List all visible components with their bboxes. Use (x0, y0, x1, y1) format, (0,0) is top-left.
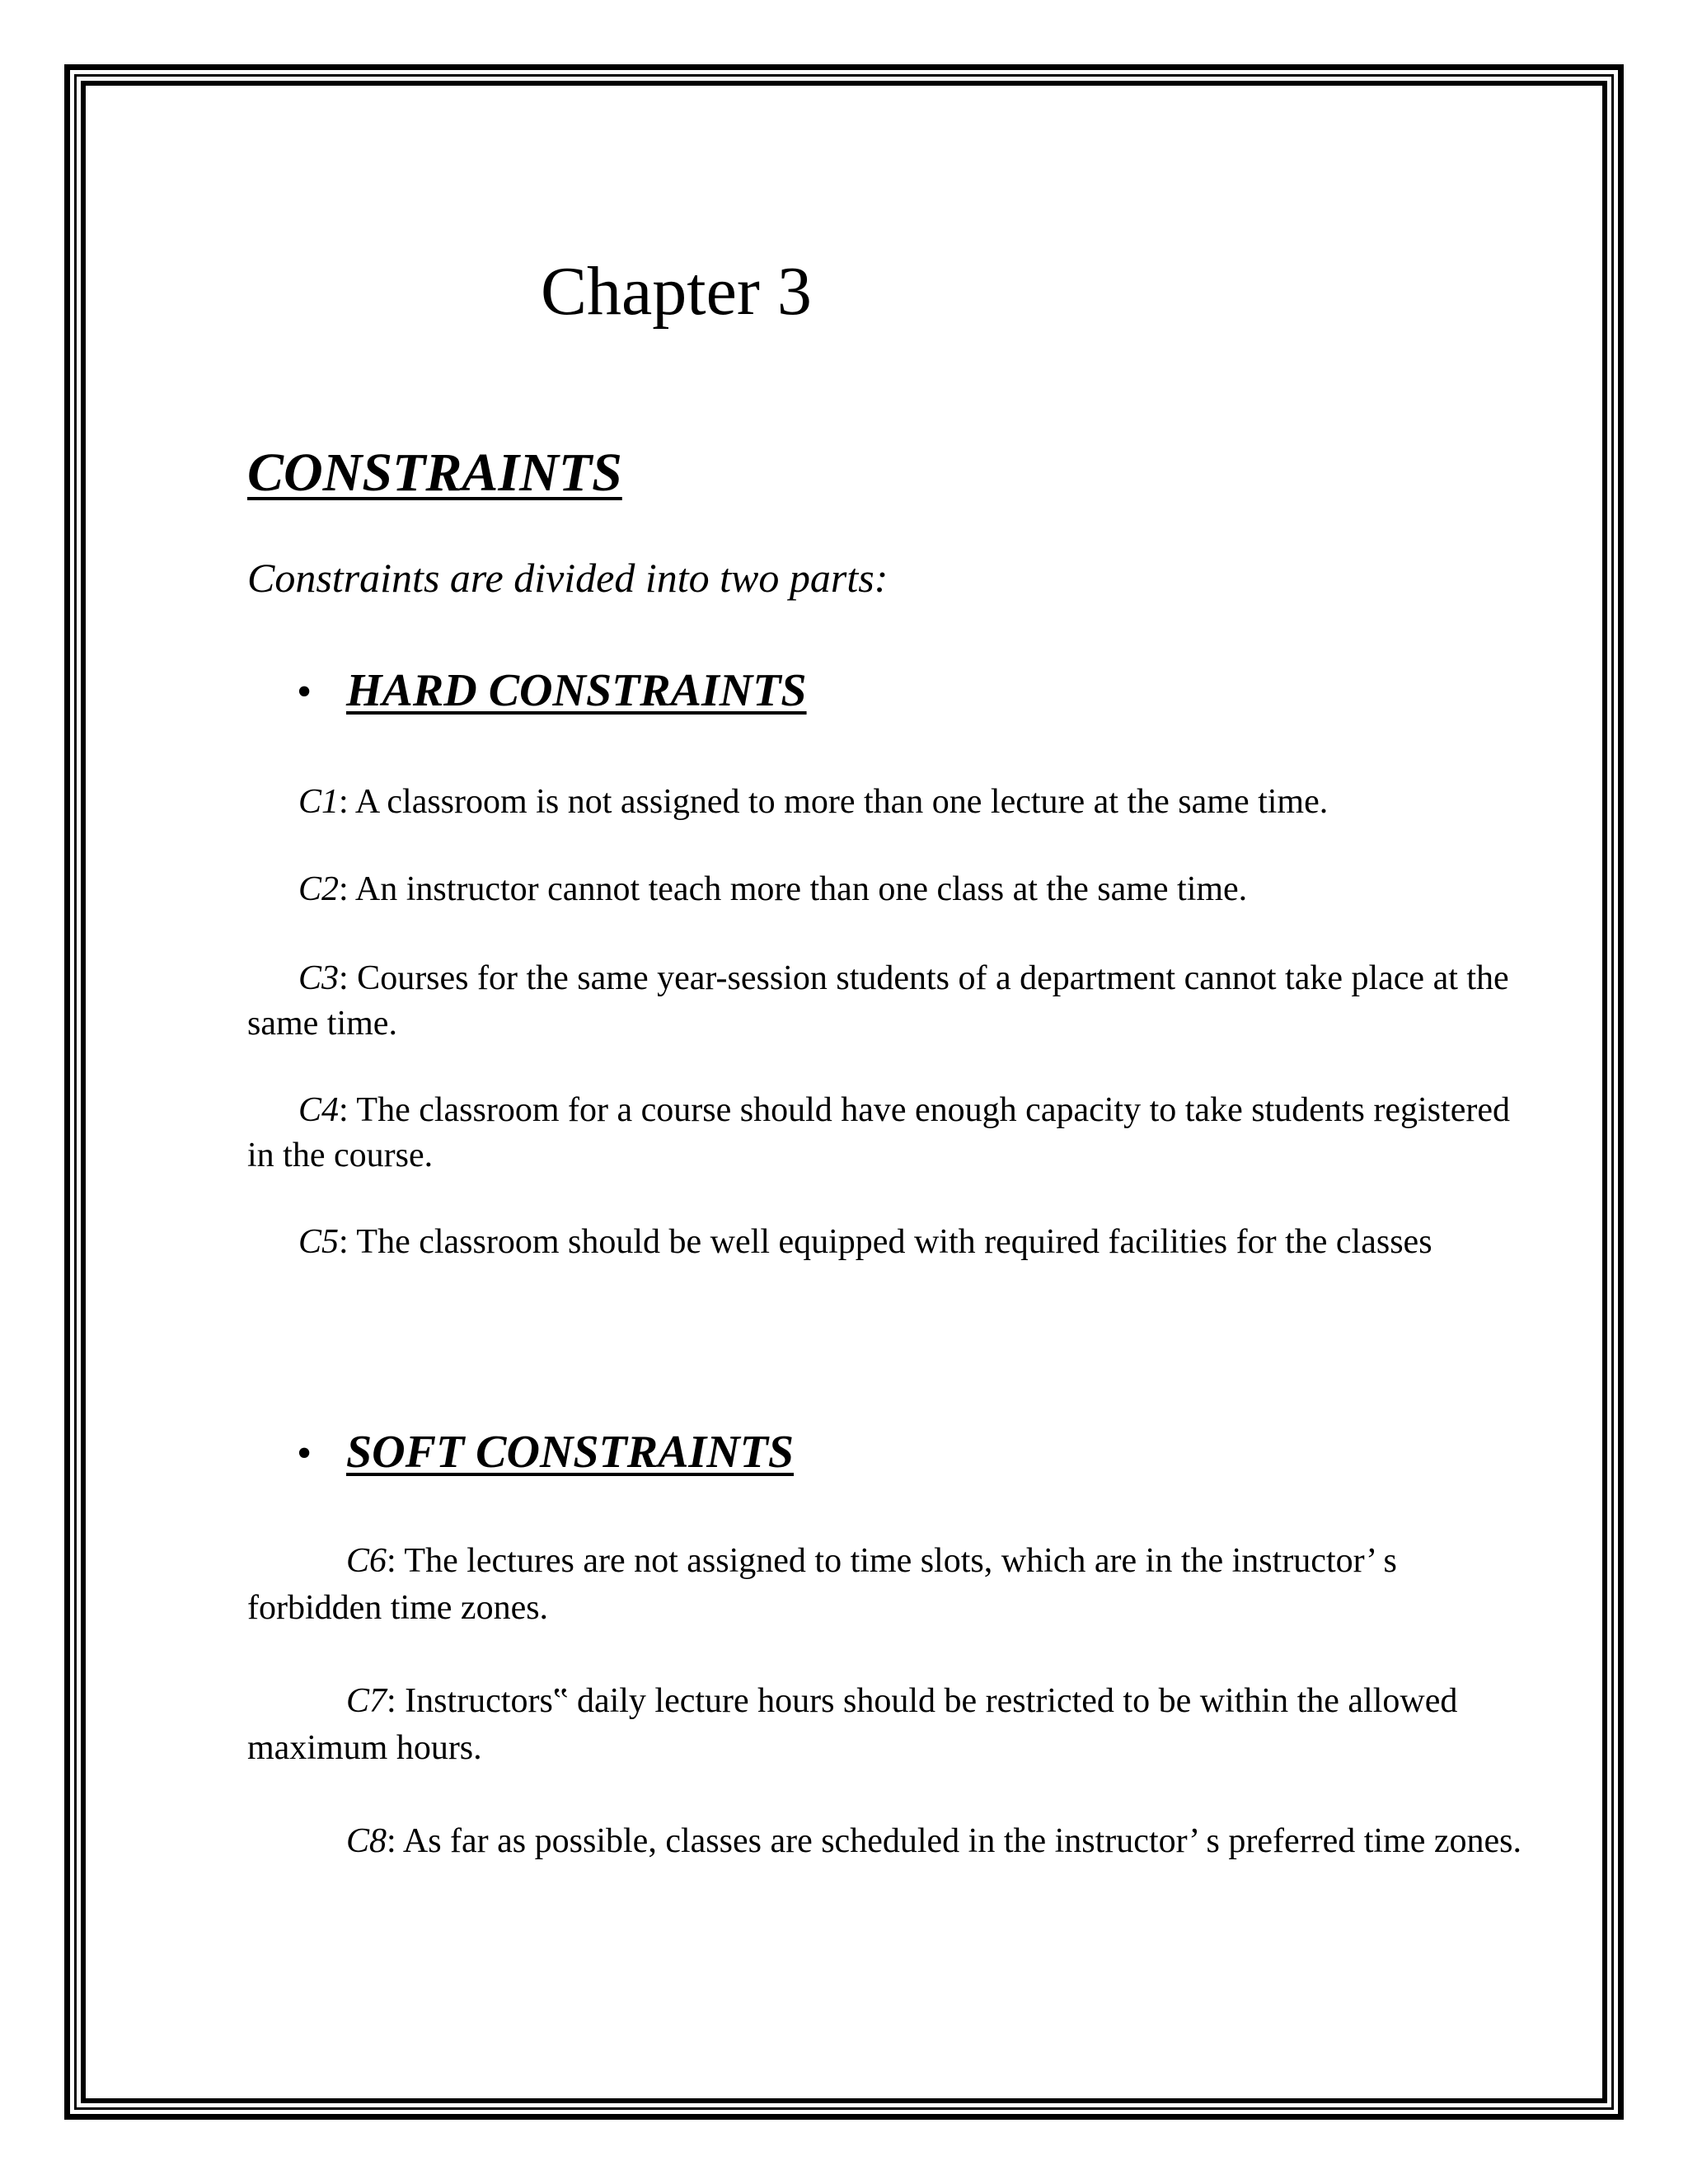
constraint-code: C3 (298, 959, 340, 997)
hard-constraints-heading (297, 664, 807, 717)
bullet-icon: • (297, 1430, 312, 1477)
constraint-item-c2 (247, 867, 1533, 912)
chapter-title: Chapter 3 (541, 253, 812, 330)
constraint-item-c4 (247, 1088, 1533, 1179)
constraint-item-c8 (247, 1818, 1533, 1865)
constraint-text: : A classroom is not assigned to more than one lecture at the same time. (339, 783, 1329, 821)
constraint-text: : Instructors‟ daily lecture hours should be restricted to be within the allowed maximum hours. (247, 1682, 1458, 1767)
constraint-code: C2 (298, 870, 340, 908)
constraint-item-c7 (247, 1678, 1533, 1772)
constraint-item-c5 (247, 1220, 1533, 1265)
soft-constraints-heading (297, 1426, 794, 1479)
constraint-text: : The classroom should be well equipped with required facilities for the classes (339, 1223, 1432, 1261)
constraint-text: : The classroom for a course should have enough capacity to take students registered in the course. (247, 1091, 1510, 1174)
constraint-code: C6 (346, 1542, 387, 1580)
constraint-text: : The lectures are not assigned to time slots, which are in the instructor’ s forbidden time zones. (247, 1542, 1397, 1627)
constraint-text: : Courses for the same year-session students of a department cannot take place at the same time. (247, 959, 1509, 1043)
constraint-code: C7 (346, 1682, 387, 1720)
constraint-code: C8 (346, 1822, 387, 1860)
constraint-code: C4 (298, 1091, 340, 1129)
bullet-icon: • (297, 668, 312, 715)
hard-constraints-label: HARD CONSTRAINTS (346, 665, 807, 716)
section-heading: CONSTRAINTS (247, 443, 622, 503)
constraint-item-c3 (247, 956, 1533, 1047)
soft-constraints-label: SOFT CONSTRAINTS (346, 1427, 795, 1478)
constraint-code: C1 (298, 783, 340, 821)
constraint-text: : As far as possible, classes are scheduled in the instructor’ s preferred time zones. (387, 1822, 1522, 1860)
constraint-code: C5 (298, 1223, 340, 1261)
constraint-item-c6 (247, 1538, 1533, 1632)
constraint-item-c1 (247, 780, 1533, 825)
constraint-text: : An instructor cannot teach more than one class at the same time. (339, 870, 1248, 908)
section-intro: Constraints are divided into two parts: (247, 555, 889, 601)
